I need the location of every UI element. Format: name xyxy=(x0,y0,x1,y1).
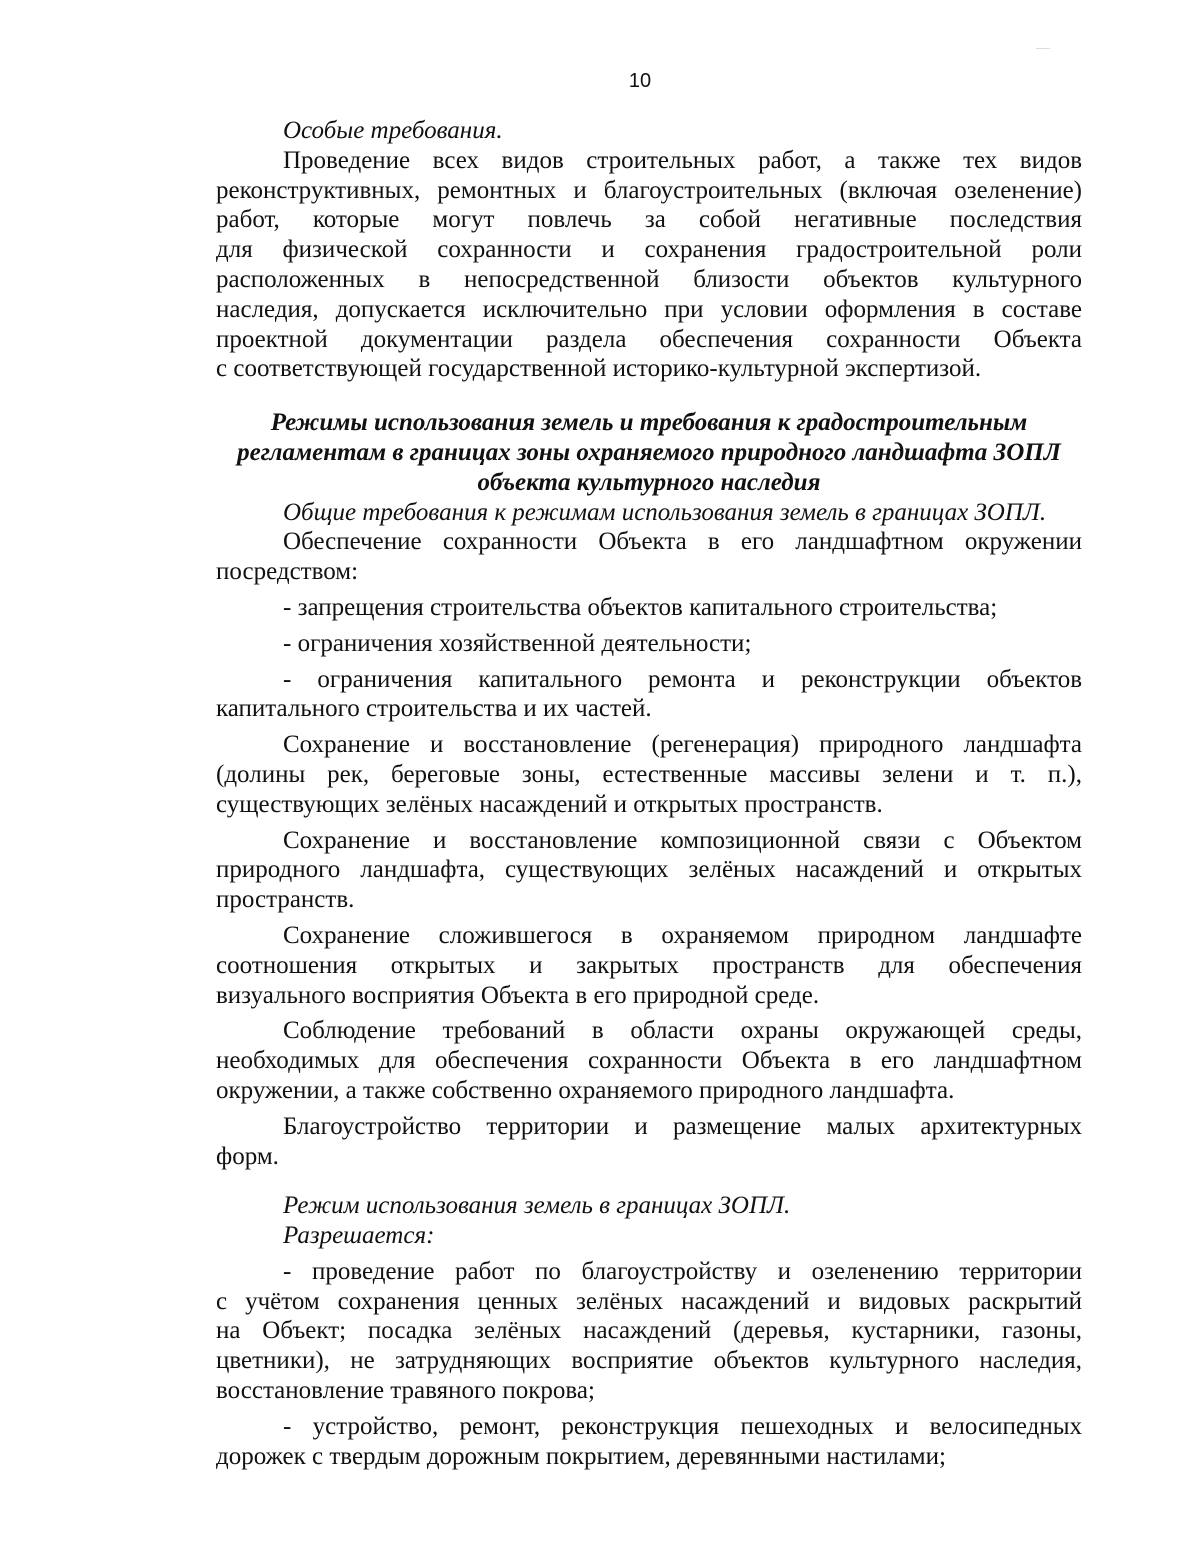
text-line: необходимых для обеспечения сохранности Объекта в его ландшафтном xyxy=(216,1047,1082,1075)
paragraph-special-requirements xyxy=(216,146,1082,384)
text-line: реконструктивных, ремонтных и благоустроительных (включая озеленение) xyxy=(216,176,1082,204)
paragraph-intro xyxy=(216,527,1082,587)
page-number: 10 xyxy=(628,70,652,92)
text-line: - ограничения хозяйственной деятельности; xyxy=(283,629,752,657)
text-line: существующих зелёных насаждений и открытых пространств. xyxy=(216,790,883,818)
text-line: проектной документации раздела обеспечения сохранности Объекта xyxy=(216,325,1082,353)
text-line: с учётом сохранения ценных зелёных насаждений и видовых раскрытий xyxy=(216,1287,1082,1315)
list-item xyxy=(216,593,1082,623)
text-line: природного ландшафта, существующих зелёных насаждений и открытых xyxy=(216,856,1082,884)
text-line: Сохранение и восстановление (регенерация) природного ландшафта xyxy=(283,731,1082,759)
text-line: - ограничения капитального ремонта и реконструкции объектов xyxy=(283,665,1082,693)
text-line: - запрещения строительства объектов капитального строительства; xyxy=(283,593,998,621)
text-line: - устройство, ремонт, реконструкция пешеходных и велосипедных xyxy=(283,1412,1082,1440)
list-item xyxy=(216,1257,1082,1406)
text-line: визуального восприятия Объекта в его природной среде. xyxy=(216,981,820,1009)
text-line: форм. xyxy=(216,1142,279,1170)
text-line: капитального строительства и их частей. xyxy=(216,695,652,723)
text-line: дорожек с твердым дорожным покрытием, деревянными настилами; xyxy=(216,1442,946,1470)
paragraph xyxy=(216,921,1082,1010)
text-line: цветники), не затрудняющих восприятие объектов культурного наследия, xyxy=(216,1347,1082,1375)
list-item xyxy=(216,665,1082,725)
text-line: - проведение работ по благоустройству и озеленению территории xyxy=(283,1257,1082,1285)
text-line: для физической сохранности и сохранения градостроительной роли xyxy=(216,236,1082,264)
paragraph xyxy=(216,826,1082,915)
section-heading-special-requirements: Особые требования. xyxy=(283,117,503,144)
text-line: пространств. xyxy=(216,886,355,914)
subheading-general-requirements: Общие требования к режимам использования земель в границах ЗОПЛ. xyxy=(283,498,1047,526)
text-line: посредством: xyxy=(216,558,359,586)
text-line: Сохранение сложившегося в охраняемом природном ландшафте xyxy=(283,921,1082,949)
text-line: соотношения открытых и закрытых пространств для обеспечения xyxy=(216,951,1082,979)
text-line: Сохранение и восстановление композиционной связи с Объектом xyxy=(283,826,1082,854)
list-item xyxy=(216,629,1082,659)
title-line: регламентам в границах зоны охраняемого природного ландшафта ЗОПЛ xyxy=(237,438,1061,466)
text-line: восстановление травяного покрова; xyxy=(216,1377,595,1405)
text-line: Обеспечение сохранности Объекта в его ландшафтном окружении xyxy=(283,528,1082,556)
text-line: Соблюдение требований в области охраны окружающей среды, xyxy=(283,1017,1082,1045)
scan-mark xyxy=(1036,48,1050,49)
text-line: наследия, допускается исключительно при условии оформления в составе xyxy=(216,295,1082,323)
text-line: окружении, а также собственно охраняемого природного ландшафта. xyxy=(216,1076,955,1104)
text-line: на Объект; посадка зелёных насаждений (деревья, кустарники, газоны, xyxy=(216,1317,1082,1345)
text-line: с соответствующей государственной историко-культурной экспертизой. xyxy=(216,355,982,383)
paragraph xyxy=(216,730,1082,819)
text-line: Проведение всех видов строительных работ, а также тех видов xyxy=(283,146,1082,174)
paragraph xyxy=(216,1112,1082,1172)
title-line: Режимы использования земель и требования к градостроительным xyxy=(270,409,1028,437)
text-line: Благоустройство территории и размещение малых архитектурных xyxy=(283,1112,1082,1140)
list-item xyxy=(216,1412,1082,1472)
paragraph xyxy=(216,1016,1082,1105)
document-body xyxy=(216,116,1082,1471)
section-heading-land-use-regime: Режим использования земель в границах ЗОПЛ. xyxy=(283,1192,791,1220)
text-line: расположенных в непосредственной близости объектов культурного xyxy=(216,265,1082,293)
allowed-label: Разрешается: xyxy=(283,1222,435,1250)
text-line: (долины рек, береговые зоны, естественные массивы зелени и т. п.), xyxy=(216,760,1082,788)
text-line: работ, которые могут повлечь за собой негативные последствия xyxy=(216,206,1082,234)
section-title-land-use-regimes xyxy=(216,408,1082,497)
title-line: объекта культурного наследия xyxy=(477,468,821,496)
